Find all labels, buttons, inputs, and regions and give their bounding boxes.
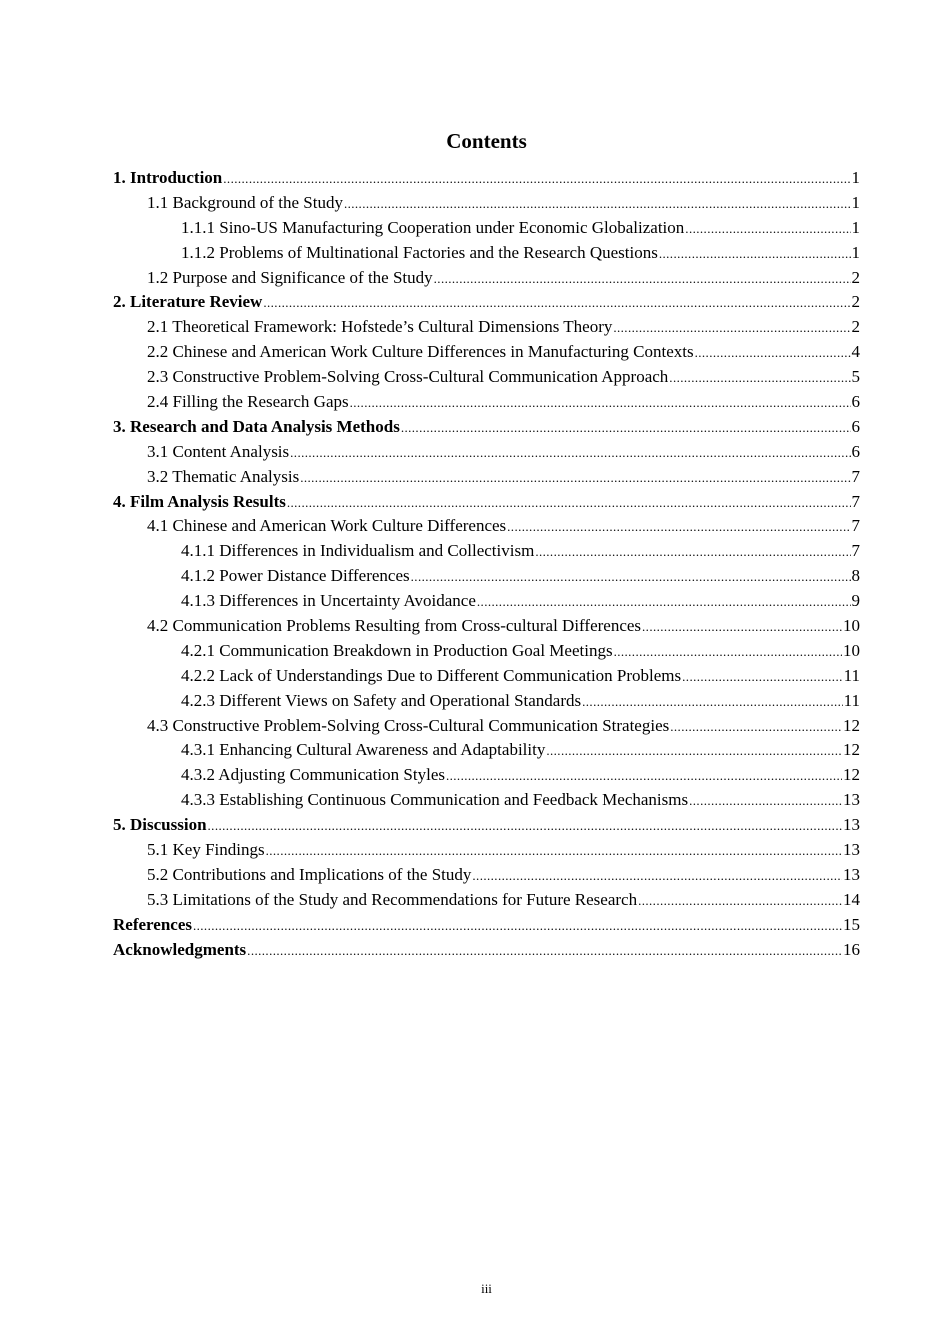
toc-entry[interactable] (113, 365, 860, 390)
toc-entry-label: 4.1 Chinese and American Work Culture Differences (147, 516, 507, 536)
dot-leader (344, 192, 851, 217)
toc-entry[interactable] (113, 191, 860, 216)
toc-entry-label: 4.3.1 Enhancing Cultural Awareness and Adaptability (181, 740, 546, 760)
toc-entry-page-number: 6 (851, 392, 860, 412)
toc-entry-label: 4.2.3 Different Views on Safety and Operational Standards (181, 690, 582, 710)
toc-entry-page-number: 10 (843, 640, 860, 660)
dot-leader (266, 839, 842, 864)
toc-entry-page-number: 2 (851, 292, 860, 312)
dot-leader (401, 416, 851, 441)
toc-entry-page-number: 14 (843, 889, 860, 909)
dot-leader (682, 665, 842, 690)
toc-entry-label: 4.1.3 Differences in Uncertainty Avoidance (181, 591, 476, 611)
dot-leader (472, 864, 842, 889)
table-of-contents (113, 166, 860, 963)
toc-entry-label: 4.2 Communication Problems Resulting from Cross-cultural Differences (147, 616, 642, 636)
toc-entry-page-number: 12 (843, 740, 860, 760)
toc-entry[interactable] (113, 689, 860, 714)
toc-entry-page-number: 13 (843, 790, 860, 810)
toc-entry[interactable] (113, 913, 860, 938)
toc-entry[interactable] (113, 838, 860, 863)
toc-entry-page-number: 13 (843, 840, 860, 860)
toc-entry-label: 4. Film Analysis Results (113, 491, 286, 511)
dot-leader (223, 167, 850, 192)
dot-leader (300, 466, 850, 491)
dot-leader (685, 217, 850, 242)
toc-entry-page-number: 12 (843, 765, 860, 785)
toc-entry-label: 4.1.1 Differences in Individualism and Collectivism (181, 541, 535, 561)
toc-entry[interactable] (113, 166, 860, 191)
dot-leader (263, 291, 850, 316)
toc-entry-page-number: 2 (851, 317, 860, 337)
dot-leader (477, 590, 851, 615)
toc-entry-page-number: 1 (851, 217, 860, 237)
toc-entry[interactable] (113, 490, 860, 515)
toc-entry[interactable] (113, 938, 860, 963)
toc-entry-label: 4.2.2 Lack of Understandings Due to Different Communication Problems (181, 665, 682, 685)
toc-entry-page-number: 12 (843, 715, 860, 735)
toc-entry[interactable] (113, 863, 860, 888)
toc-entry[interactable] (113, 564, 860, 589)
toc-entry[interactable] (113, 415, 860, 440)
dot-leader (446, 764, 842, 789)
dot-leader (411, 565, 851, 590)
toc-entry-label: 1.1.2 Problems of Multinational Factories and the Research Questions (181, 242, 658, 262)
toc-entry-page-number: 13 (843, 815, 860, 835)
dot-leader (208, 814, 842, 839)
toc-entry-page-number: 5 (851, 367, 860, 387)
toc-entry[interactable] (113, 465, 860, 490)
toc-entry[interactable] (113, 788, 860, 813)
toc-entry-label: 5.3 Limitations of the Study and Recommendations for Future Research (147, 889, 638, 909)
dot-leader (638, 889, 842, 914)
dot-leader (695, 341, 851, 366)
dot-leader (642, 615, 842, 640)
dot-leader (193, 914, 842, 939)
toc-entry-page-number: 8 (851, 566, 860, 586)
toc-entry-label: 3.2 Thematic Analysis (147, 466, 300, 486)
toc-entry-page-number: 11 (843, 665, 860, 685)
dot-leader (535, 540, 850, 565)
toc-entry-label: 4.3 Constructive Problem-Solving Cross-Cultural Communication Strategies (147, 715, 670, 735)
toc-entry-page-number: 1 (851, 242, 860, 262)
dot-leader (434, 267, 851, 292)
toc-entry[interactable] (113, 241, 860, 266)
toc-entry[interactable] (113, 340, 860, 365)
toc-entry[interactable] (113, 813, 860, 838)
dot-leader (507, 515, 850, 540)
toc-entry-label: 3.1 Content Analysis (147, 441, 290, 461)
toc-entry-label: 4.2.1 Communication Breakdown in Production Goal Meetings (181, 640, 613, 660)
toc-entry[interactable] (113, 290, 860, 315)
toc-entry-page-number: 7 (851, 491, 860, 511)
dot-leader (290, 441, 850, 466)
dot-leader (669, 366, 850, 391)
toc-entry-label: Acknowledgments (113, 939, 247, 959)
toc-entry-label: 5.1 Key Findings (147, 840, 265, 860)
toc-entry-label: 2. Literature Review (113, 292, 263, 312)
toc-entry-page-number: 7 (851, 541, 860, 561)
dot-leader (247, 939, 842, 964)
toc-entry-page-number: 4 (851, 342, 860, 362)
toc-entry-page-number: 2 (851, 267, 860, 287)
toc-entry[interactable] (113, 664, 860, 689)
toc-entry-page-number: 16 (843, 939, 860, 959)
toc-entry-label: 5. Discussion (113, 815, 207, 835)
toc-entry-label: 2.4 Filling the Research Gaps (147, 392, 349, 412)
footer-page-number: iii (481, 1281, 492, 1296)
toc-entry-page-number: 9 (851, 591, 860, 611)
toc-entry-label: 5.2 Contributions and Implications of the Study (147, 864, 472, 884)
dot-leader (287, 491, 851, 516)
toc-entry[interactable] (113, 763, 860, 788)
dot-leader (350, 391, 851, 416)
toc-entry-label: 2.1 Theoretical Framework: Hofstede’s Cultural Dimensions Theory (147, 317, 613, 337)
toc-entry-label: References (113, 914, 192, 934)
toc-entry-page-number: 7 (851, 516, 860, 536)
toc-entry[interactable] (113, 315, 860, 340)
toc-entry-page-number: 10 (843, 616, 860, 636)
toc-entry-label: 4.3.3 Establishing Continuous Communication and Feedback Mechanisms (181, 790, 689, 810)
toc-entry[interactable] (113, 390, 860, 415)
toc-entry[interactable] (113, 888, 860, 913)
toc-entry-label: 4.1.2 Power Distance Differences (181, 566, 410, 586)
toc-entry-label: 4.3.2 Adjusting Communication Styles (181, 765, 445, 785)
dot-leader (582, 690, 843, 715)
dot-leader (670, 715, 842, 740)
toc-entry-page-number: 1 (851, 192, 860, 212)
toc-entry[interactable] (113, 614, 860, 639)
dot-leader (614, 640, 842, 665)
toc-entry-label: 1.2 Purpose and Significance of the Study (147, 267, 433, 287)
toc-entry[interactable] (113, 589, 860, 614)
toc-entry-label: 2.2 Chinese and American Work Culture Differences in Manufacturing Contexts (147, 342, 694, 362)
toc-entry-page-number: 13 (843, 864, 860, 884)
toc-entry-label: 3. Research and Data Analysis Methods (113, 416, 400, 436)
toc-entry-page-number: 1 (851, 168, 860, 187)
toc-entry[interactable] (113, 539, 860, 564)
dot-leader (613, 316, 850, 341)
toc-entry-page-number: 15 (843, 914, 860, 934)
toc-entry[interactable] (113, 738, 860, 763)
dot-leader (689, 789, 842, 814)
toc-entry[interactable] (113, 639, 860, 664)
toc-entry[interactable] (113, 216, 860, 241)
toc-entry-label: 2.3 Constructive Problem-Solving Cross-Cultural Communication Approach (147, 367, 669, 387)
toc-entry[interactable] (113, 266, 860, 291)
toc-entry-page-number: 6 (851, 441, 860, 461)
toc-entry-page-number: 6 (851, 416, 860, 436)
toc-entry-label: 1.1 Background of the Study (147, 192, 343, 212)
toc-entry[interactable] (113, 440, 860, 465)
toc-entry[interactable] (113, 514, 860, 539)
toc-entry[interactable] (113, 714, 860, 739)
toc-entry-label: 1. Introduction (113, 168, 223, 187)
page-title: Contents (446, 129, 527, 153)
dot-leader (546, 739, 842, 764)
toc-entry-page-number: 7 (851, 466, 860, 486)
toc-entry-page-number: 11 (843, 690, 860, 710)
dot-leader (659, 242, 851, 267)
toc-entry-label: 1.1.1 Sino-US Manufacturing Cooperation under Economic Globalization (181, 217, 685, 237)
